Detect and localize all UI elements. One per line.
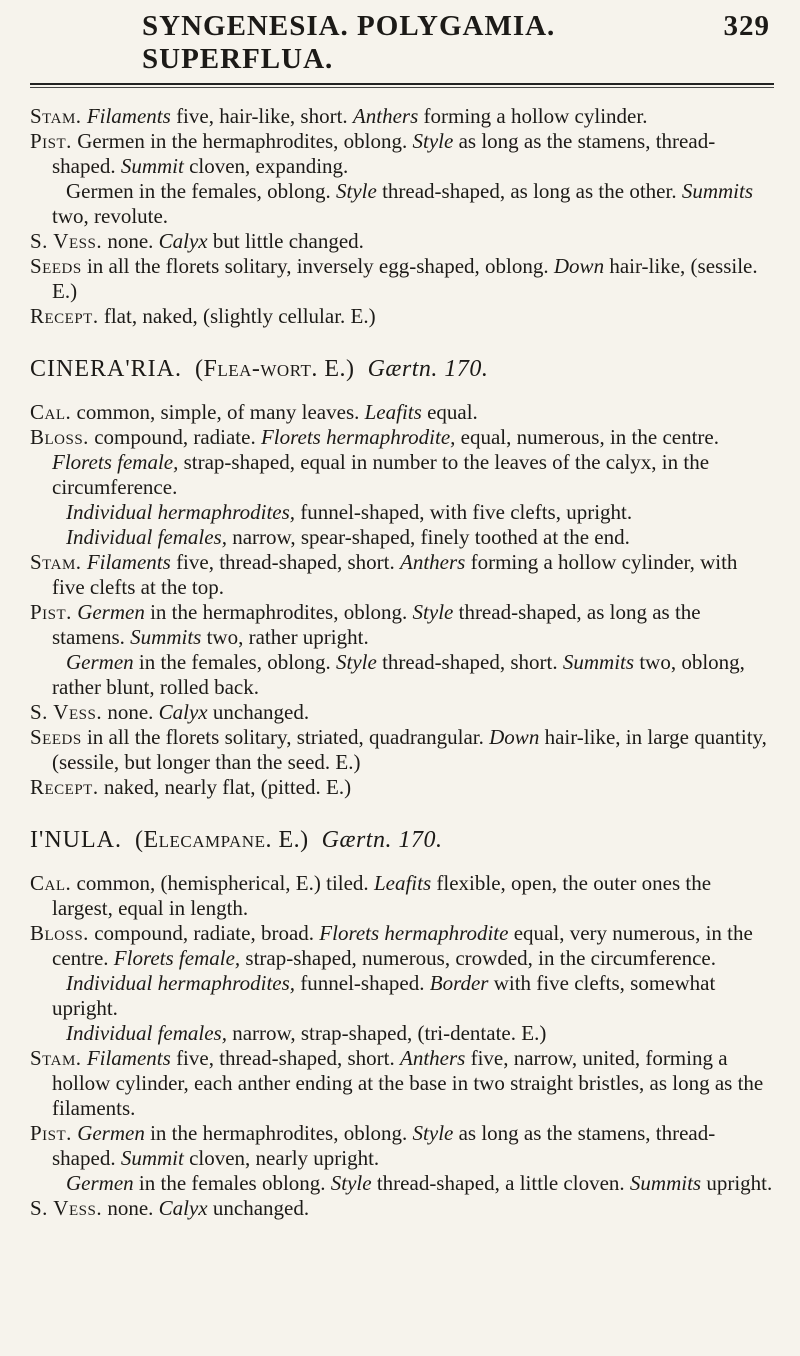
entry-text: cloven, expanding.: [183, 154, 349, 178]
entry-text: five, hair-like, short.: [170, 104, 353, 128]
prev-pist-female-entry: [30, 179, 774, 229]
entry-label: Recept.: [30, 304, 99, 328]
entry-text: narrow, spear-shaped, finely toothed at the end.: [226, 525, 630, 549]
entry-text: as long as the stamens, thread-shaped.: [52, 1121, 716, 1170]
inula-ind1-entry: [30, 971, 774, 1021]
genus-heading-inula: [30, 828, 774, 853]
inula-cal-entry: [30, 871, 774, 921]
entry-text: two, rather upright.: [201, 625, 369, 649]
inula-ind2-entry: [30, 1021, 774, 1046]
entry-text: Germen in the females, oblong.: [66, 179, 337, 203]
reference: Gærtn. 170.: [321, 827, 443, 853]
entry-text: as long as the stamens, thread-shaped.: [52, 129, 716, 178]
term: Florets hermaphrodite: [319, 921, 509, 945]
cineraria-recept-entry: [30, 775, 774, 800]
term: Anthers: [400, 550, 466, 574]
entry-label: Stam.: [30, 550, 82, 574]
entry-text: in the females, oblong.: [133, 650, 337, 674]
term: Style: [330, 1171, 372, 1195]
entry-text: none.: [102, 229, 159, 253]
term: Anthers: [352, 104, 419, 128]
inula-pist-entry: [30, 1121, 774, 1171]
entry-text: hair-like, (sessile. E.): [52, 254, 758, 303]
entry-text: thread-shaped, a little cloven.: [371, 1171, 630, 1195]
page-body: [30, 104, 774, 1221]
term: Individual females,: [66, 525, 227, 549]
genus-heading-cineraria: [30, 357, 774, 382]
genus-name: CINERA'RIA.: [30, 356, 182, 382]
term: Germen: [77, 600, 145, 624]
entry-text: strap-shaped, equal in number to the leaves of the calyx, in the circumference.: [52, 450, 710, 499]
reference: Gærtn. 170.: [367, 356, 489, 382]
entry-label: Bloss.: [30, 921, 89, 945]
entry-text: upright.: [701, 1171, 773, 1195]
term: Individual hermaphrodites,: [66, 500, 296, 524]
entry-label: S. Vess.: [30, 1196, 103, 1220]
entry-text: forming a hollow cylinder.: [418, 104, 648, 128]
page-number: 329: [723, 10, 770, 42]
common-name: (Flea-wort. E.): [195, 356, 355, 382]
entry-text: strap-shaped, numerous, crowded, in the circumference.: [240, 946, 716, 970]
cineraria-pist-female-entry: [30, 650, 774, 700]
prev-stam-entry: [30, 104, 774, 129]
entry-label: Seeds: [30, 725, 82, 749]
inula-vess-entry: [30, 1196, 774, 1221]
term: Calyx: [158, 229, 208, 253]
entry-text: Germen in the hermaphrodites, oblong.: [71, 129, 413, 153]
term: Leafits: [364, 400, 422, 424]
term: Florets female,: [52, 450, 179, 474]
term: Calyx: [158, 700, 208, 724]
entry-label: Seeds: [30, 254, 82, 278]
term: Individual hermaphrodites,: [66, 971, 296, 995]
cineraria-stam-entry: [30, 550, 774, 600]
prev-seeds-entry: [30, 254, 774, 304]
term: Style: [336, 650, 377, 674]
term: Summits: [629, 1171, 702, 1195]
entry-label: Pist.: [30, 600, 72, 624]
entry-text: thread-shaped, short.: [376, 650, 563, 674]
entry-text: equal, numerous, in the centre.: [455, 425, 719, 449]
entry-text: forming a hollow cylinder, with five clefts at the top.: [52, 550, 738, 599]
entry-label: S. Vess.: [30, 700, 103, 724]
entry-label: Bloss.: [30, 425, 89, 449]
common-name: (Elecampane. E.): [134, 827, 309, 853]
term: Summit: [120, 1146, 184, 1170]
entry-label: Pist.: [30, 129, 72, 153]
entry-text: equal, very numerous, in the centre.: [52, 921, 753, 970]
entry-text: flat, naked, (slightly cellular. E.): [98, 304, 376, 328]
entry-text: hair-like, in large quantity, (sessile, but longer than the seed. E.): [52, 725, 767, 774]
entry-text: in all the florets solitary, inversely egg-shaped, oblong.: [81, 254, 554, 278]
term: Border: [429, 971, 489, 995]
term: Germen: [77, 1121, 145, 1145]
term: Filaments: [86, 104, 171, 128]
entry-label: Cal.: [30, 400, 72, 424]
entry-text: five, thread-shaped, short.: [170, 1046, 400, 1070]
inula-stam-entry: [30, 1046, 774, 1121]
term: Summit: [120, 154, 184, 178]
entry-text: thread-shaped, as long as the other.: [376, 179, 682, 203]
entry-text: thread-shaped, as long as the stamens.: [52, 600, 701, 649]
entry-text: funnel-shaped.: [295, 971, 430, 995]
entry-text: two, oblong, rather blunt, rolled back.: [52, 650, 745, 699]
entry-text: flexible, open, the outer ones the largest, equal in length.: [52, 871, 712, 920]
prev-recept-entry: [30, 304, 774, 329]
entry-text: in all the florets solitary, striated, quadrangular.: [81, 725, 490, 749]
term: Leafits: [373, 871, 432, 895]
entry-label: Cal.: [30, 871, 72, 895]
cineraria-seeds-entry: [30, 725, 774, 775]
genus-name: I'NULA.: [30, 827, 122, 853]
term: Filaments: [86, 550, 171, 574]
header-title: SYNGENESIA. POLYGAMIA. SUPERFLUA.: [142, 10, 556, 75]
cineraria-ind2-entry: [30, 525, 774, 550]
term: Filaments: [86, 1046, 171, 1070]
entry-text: funnel-shaped, with five clefts, upright.: [295, 500, 633, 524]
entry-text: cloven, nearly upright.: [183, 1146, 380, 1170]
entry-text: in the hermaphrodites, oblong.: [144, 600, 413, 624]
term: Florets female,: [113, 946, 241, 970]
entry-text: with five clefts, somewhat upright.: [52, 971, 716, 1020]
cineraria-ind1-entry: [30, 500, 774, 525]
entry-label: S. Vess.: [30, 229, 103, 253]
entry-text: equal.: [421, 400, 478, 424]
term: Calyx: [158, 1196, 208, 1220]
cineraria-pist-entry: [30, 600, 774, 650]
term: Style: [412, 600, 454, 624]
term: Summits: [562, 650, 635, 674]
entry-label: Pist.: [30, 1121, 72, 1145]
term: Individual females,: [66, 1021, 227, 1045]
running-header: [30, 10, 774, 76]
entry-text: compound, radiate.: [88, 425, 261, 449]
entry-text: none.: [102, 700, 159, 724]
entry-text: common, simple, of many leaves.: [71, 400, 365, 424]
entry-label: Recept.: [30, 775, 99, 799]
entry-text: in the females oblong.: [133, 1171, 331, 1195]
entry-text: common, (hemispherical, E.) tiled.: [71, 871, 374, 895]
header-rule-thin: [30, 87, 774, 88]
entry-text: compound, radiate, broad.: [88, 921, 320, 945]
inula-bloss-entry: [30, 921, 774, 971]
entry-text: narrow, strap-shaped, (tri-dentate. E.): [226, 1021, 547, 1045]
prev-pist-entry: [30, 129, 774, 179]
entry-text: five, thread-shaped, short.: [170, 550, 400, 574]
term: Style: [412, 1121, 454, 1145]
term: Anthers: [400, 1046, 466, 1070]
entry-text: unchanged.: [207, 1196, 310, 1220]
header-rule: [30, 83, 774, 85]
entry-text: unchanged.: [207, 700, 310, 724]
entry-text: two, revolute.: [52, 204, 169, 228]
entry-text: naked, nearly flat, (pitted. E.): [98, 775, 352, 799]
term: Summits: [130, 625, 202, 649]
entry-text: but little changed.: [207, 229, 364, 253]
term: Summits: [681, 179, 754, 203]
cineraria-bloss-entry: [30, 425, 774, 500]
term: Germen: [66, 1171, 134, 1195]
term: Germen: [66, 650, 134, 674]
entry-label: Stam.: [30, 104, 82, 128]
entry-text: five, narrow, united, forming a hollow cylinder, each anther ending at the base in two straight bristles, as long as the filaments.: [52, 1046, 764, 1120]
cineraria-vess-entry: [30, 700, 774, 725]
term: Florets hermaphrodite,: [260, 425, 456, 449]
prev-vess-entry: [30, 229, 774, 254]
term: Down: [489, 725, 540, 749]
term: Down: [553, 254, 605, 278]
term: Style: [336, 179, 377, 203]
term: Style: [412, 129, 454, 153]
entry-text: none.: [102, 1196, 159, 1220]
cineraria-cal-entry: [30, 400, 774, 425]
inula-pist-female-entry: [30, 1171, 774, 1196]
entry-label: Stam.: [30, 1046, 82, 1070]
entry-text: in the hermaphrodites, oblong.: [144, 1121, 413, 1145]
